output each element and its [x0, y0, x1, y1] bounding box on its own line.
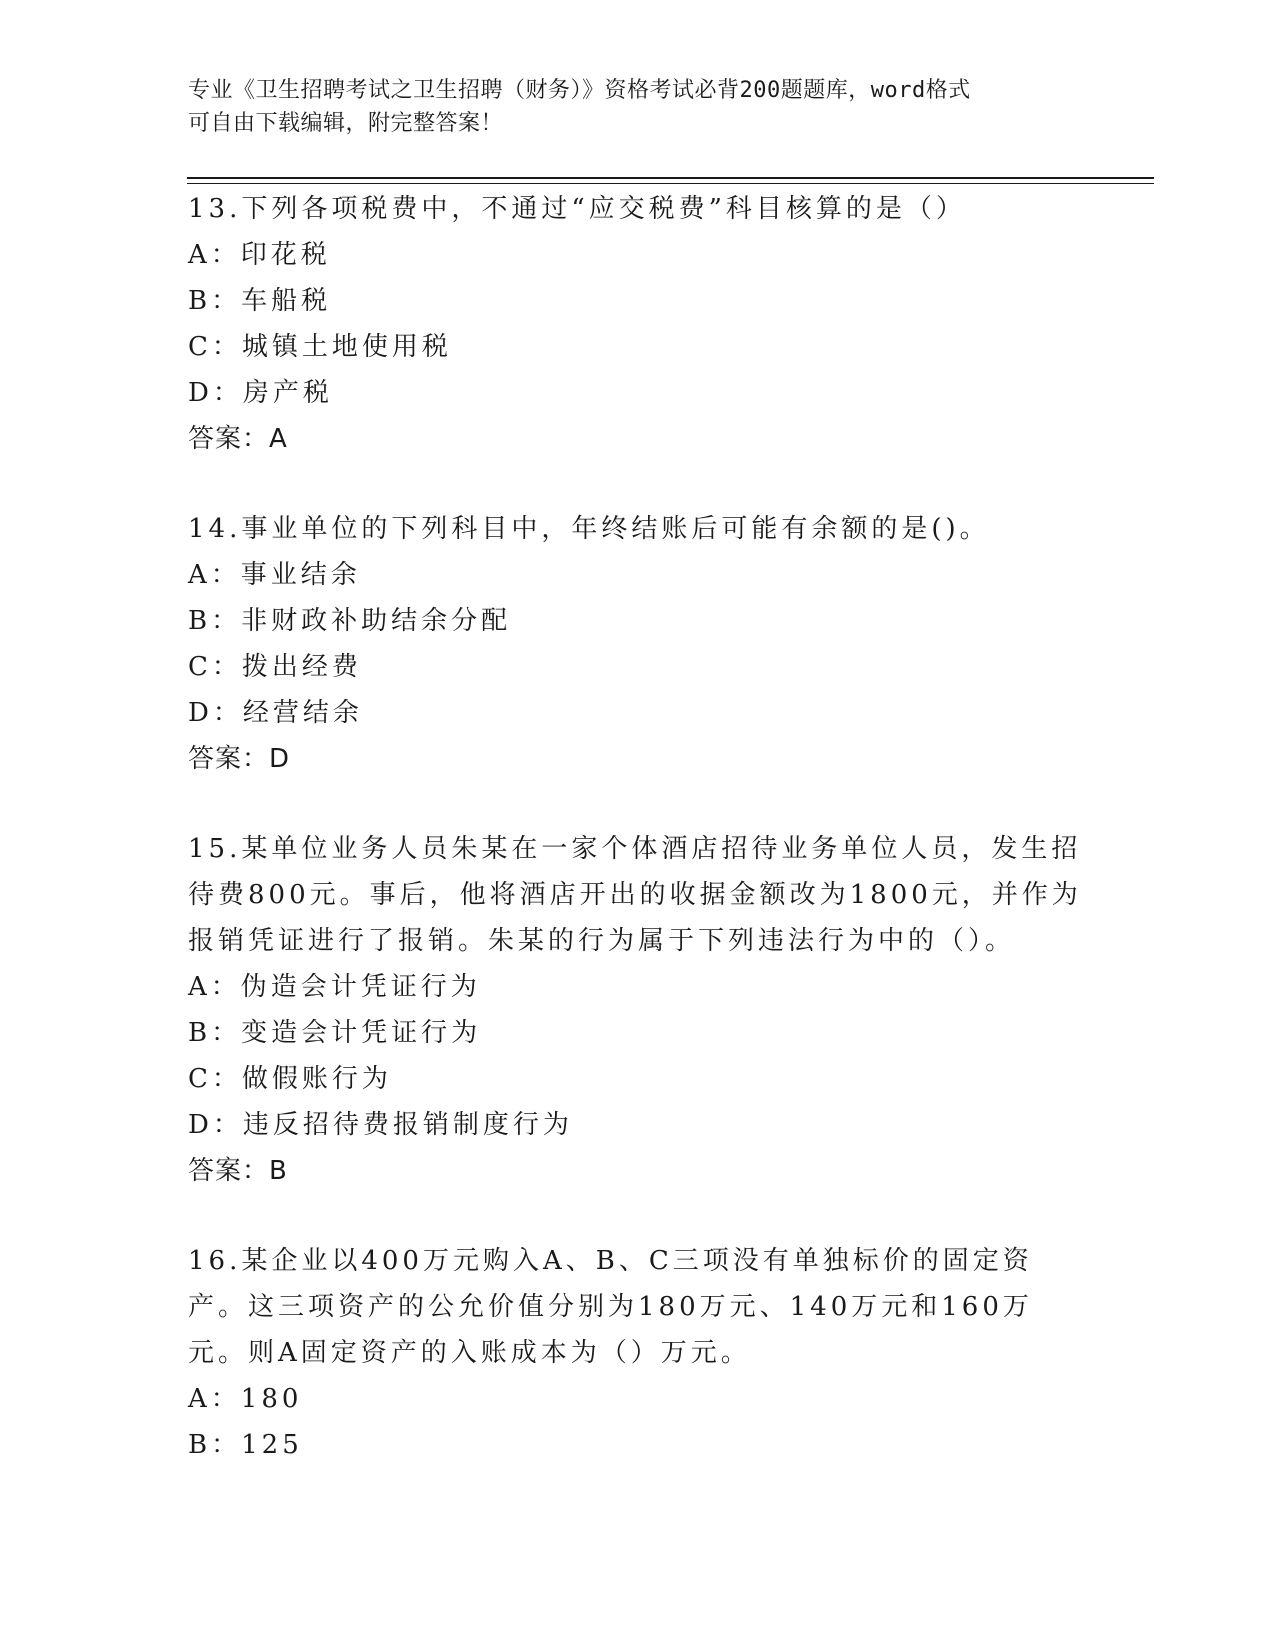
question-stem: 15.某单位业务人员朱某在一家个体酒店招待业务单位人员，发生招待费800元。事后，他将酒店开出的收据金额改为1800元，并作为报销凭证进行了报销。朱某的行为属于下列违法行为中的（）。: [188, 834, 1082, 956]
question-list: [188, 186, 1088, 1468]
header-line-1: 专业《卫生招聘考试之卫生招聘（财务）》资格考试必背200题题库，word格式: [188, 78, 971, 103]
option-c: C：城镇土地使用税: [188, 332, 452, 362]
question-spacer: [188, 462, 1088, 506]
option-d: D：房产税: [188, 378, 333, 408]
question-stem: 13.下列各项税费中，不通过“应交税费”科目核算的是（）: [188, 194, 966, 224]
option-b: B：变造会计凭证行为: [188, 1018, 482, 1048]
question-spacer: [188, 1194, 1088, 1238]
option-c: C：拨出经费: [188, 652, 362, 682]
document-header: [188, 74, 1088, 140]
answer-line: 答案：B: [188, 1156, 288, 1186]
option-a: A：180: [188, 1384, 303, 1414]
option-b: B：非财政补助结余分配: [188, 606, 512, 636]
question-13: [188, 186, 1088, 462]
question-stem: 16.某企业以400万元购入A、B、C三项没有单独标价的固定资产。这三项资产的公允价值分别为180万元、140万元和160万元。则A固定资产的入账成本为（）万元。: [188, 1246, 1033, 1368]
question-16: [188, 1238, 1088, 1468]
question-spacer: [188, 782, 1088, 826]
option-a: A：印花税: [188, 240, 331, 270]
option-a: A：伪造会计凭证行为: [188, 972, 481, 1002]
option-a: A：事业结余: [188, 560, 361, 590]
header-divider-thick: [187, 177, 1154, 179]
option-c: C：做假账行为: [188, 1064, 392, 1094]
option-d: D：违反招待费报销制度行为: [188, 1110, 573, 1140]
answer-line: 答案：D: [188, 744, 291, 774]
question-15: [188, 826, 1088, 1194]
header-divider-thin: [187, 183, 1154, 184]
option-b: B：125: [188, 1430, 303, 1460]
header-line-2: 可自由下载编辑，附完整答案！: [188, 111, 504, 136]
question-stem: 14.事业单位的下列科目中，年终结账后可能有余额的是()。: [188, 514, 990, 544]
answer-line: 答案：A: [188, 424, 288, 454]
option-b: B：车船税: [188, 286, 332, 316]
question-14: [188, 506, 1088, 782]
option-d: D：经营结余: [188, 698, 363, 728]
